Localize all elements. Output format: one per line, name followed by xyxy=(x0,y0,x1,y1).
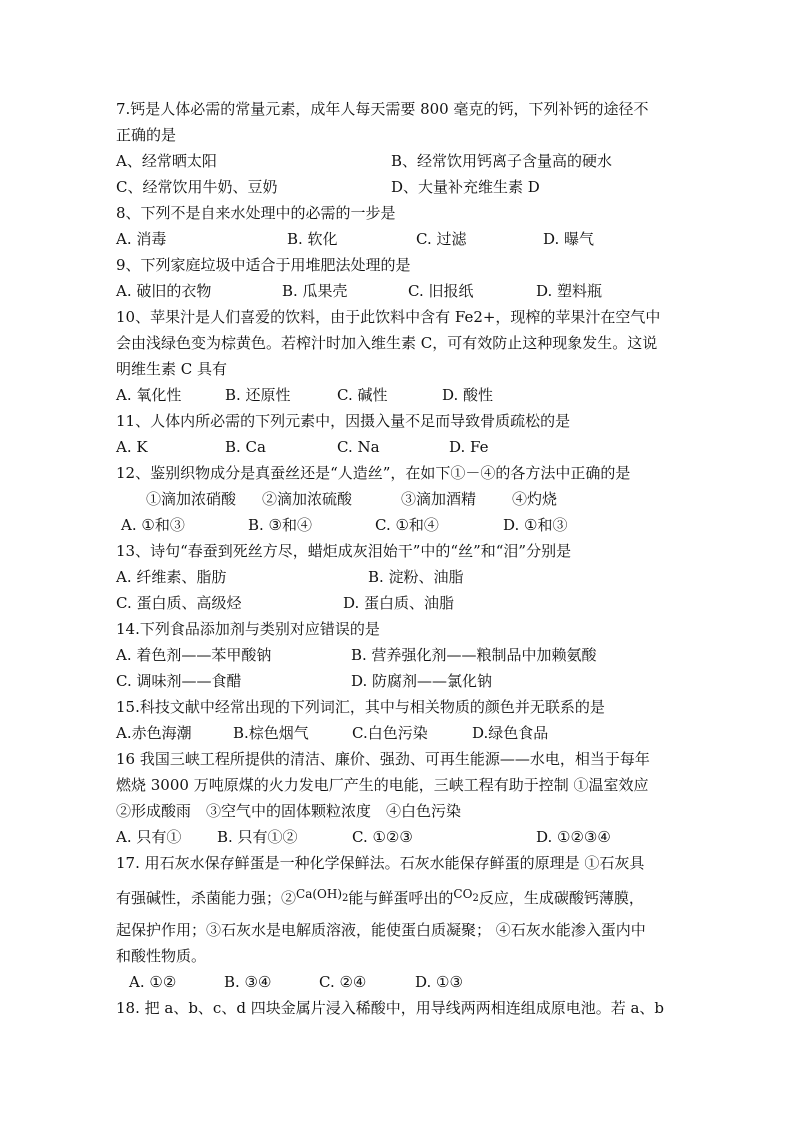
q9-option-a: A. 破旧的衣物 xyxy=(116,282,212,300)
q15-stem: 15.科技文献中经常出现的下列词汇，其中与相关物质的颜色并无联系的是 xyxy=(116,698,605,716)
q16-stem-line3: ②形成酸雨 ③空气中的固体颗粒浓度 ④白色污染 xyxy=(116,802,462,820)
q8-option-c: C. 过滤 xyxy=(416,230,467,248)
q10-option-c: C. 碱性 xyxy=(337,386,388,404)
q8-option-b: B. 软化 xyxy=(287,230,338,248)
q11-stem: 11、人体内所必需的下列元素中，因摄入量不足而导致骨质疏松的是 xyxy=(116,412,571,430)
q7-stem-line1: 7.钙是人体必需的常量元素，成年人每天需要 800 毫克的钙，下列补钙的途径不 xyxy=(116,100,649,118)
q8-stem: 8、下列不是自来水处理中的必需的一步是 xyxy=(116,204,396,222)
q17-formula-caoh2: Ca(OH)2 xyxy=(296,887,349,904)
q13-option-a: A. 纤维素、脂肪 xyxy=(116,568,227,586)
q13-option-d: D. 蛋白质、油脂 xyxy=(343,594,455,612)
q10-option-d: D. 酸性 xyxy=(442,386,494,404)
q11-option-d: D. Fe xyxy=(449,438,489,456)
q14-option-b: B. 营养强化剂——粮制品中加赖氨酸 xyxy=(351,646,597,664)
q16-stem-line1: 16 我国三峡工程所提供的清洁、廉价、强劲、可再生能源——水电，相当于每年 xyxy=(116,750,650,768)
q14-option-d: D. 防腐剂——氯化钠 xyxy=(351,672,493,690)
q15-option-c: C.白色污染 xyxy=(352,724,428,742)
q18-stem-line1: 18. 把 a、b、c、d 四块金属片浸入稀酸中，用导线两两相连组成原电池。若 a、b xyxy=(116,999,665,1017)
q17-option-d: D. ①③ xyxy=(415,973,463,991)
q17-text-mid: 能与鲜蛋呼出的 xyxy=(348,889,454,907)
q8-option-a: A. 消毒 xyxy=(116,230,167,248)
q7-option-d: D、大量补充维生素 D xyxy=(391,178,540,196)
q8-option-d: D. 曝气 xyxy=(543,230,595,248)
q17-option-a: A. ①② xyxy=(129,973,177,991)
q15-option-b: B.棕色烟气 xyxy=(233,724,309,742)
q13-option-b: B. 淀粉、油脂 xyxy=(368,568,464,586)
q14-stem: 14.下列食品添加剂与类别对应错误的是 xyxy=(116,620,380,638)
q17-formula-co2: CO2 xyxy=(453,887,479,904)
q11-option-a: A. K xyxy=(116,438,148,456)
q9-option-d: D. 塑料瓶 xyxy=(536,282,603,300)
q11-option-b: B. Ca xyxy=(225,438,266,456)
q7-option-c: C、经常饮用牛奶、豆奶 xyxy=(116,178,278,196)
q7-stem-line2: 正确的是 xyxy=(116,126,177,144)
q9-stem: 9、下列家庭垃圾中适合于用堆肥法处理的是 xyxy=(116,256,411,274)
q9-option-c: C. 旧报纸 xyxy=(408,282,474,300)
q17-stem-line2 xyxy=(116,884,644,909)
q16-stem-line2: 燃烧 3000 万吨原煤的火力发电厂产生的电能，三峡工程有助于控制 ①温室效应 xyxy=(116,776,649,794)
q9-option-b: B. 瓜果壳 xyxy=(282,282,348,300)
q12-method-1: ①滴加浓硝酸 xyxy=(146,490,237,508)
q16-option-c: C. ①②③ xyxy=(352,828,413,846)
q7-option-b: B、经常饮用钙离子含量高的硬水 xyxy=(391,152,613,170)
q13-stem: 13、诗句“春蚕到死丝方尽，蜡炬成灰泪始干”中的“丝”和“泪”分别是 xyxy=(116,542,572,560)
q10-option-a: A. 氧化性 xyxy=(116,386,182,404)
q12-stem: 12、鉴别织物成分是真蚕丝还是“人造丝”，在如下①－④的各方法中正确的是 xyxy=(116,464,631,482)
q15-option-d: D.绿色食品 xyxy=(472,724,549,742)
q12-option-d: D. ①和③ xyxy=(503,516,568,534)
q16-option-d: D. ①②③④ xyxy=(536,828,611,846)
q17-option-c: C. ②④ xyxy=(319,973,367,991)
q12-option-b: B. ③和④ xyxy=(248,516,313,534)
q12-method-2: ②滴加浓硫酸 xyxy=(262,490,353,508)
q10-stem-line2: 会由浅绿色变为棕黄色。若榨汁时加入维生素 C，可有效防止这种现象发生。这说 xyxy=(116,334,658,352)
q17-text-post: 反应，生成碳酸钙薄膜， xyxy=(478,889,644,907)
q16-option-b: B. 只有①② xyxy=(217,828,298,846)
q12-option-c: C. ①和④ xyxy=(375,516,439,534)
q10-option-b: B. 还原性 xyxy=(225,386,291,404)
q10-stem-line3: 明维生素 C 具有 xyxy=(116,360,228,378)
q7-option-a: A、经常晒太阳 xyxy=(116,152,217,170)
q17-stem-line1: 17. 用石灰水保存鲜蛋是一种化学保鲜法。石灰水能保存鲜蛋的原理是 ①石灰具 xyxy=(116,854,645,872)
q15-option-a: A.赤色海潮 xyxy=(116,724,192,742)
q14-option-a: A. 着色剂——苯甲酸钠 xyxy=(116,646,272,664)
q17-stem-line3: 起保护作用；③石灰水是电解质溶液，能使蛋白质凝聚； ④石灰水能渗入蛋内中 xyxy=(116,921,646,939)
q16-option-a: A. 只有① xyxy=(116,828,182,846)
q14-option-c: C. 调味剂——食醋 xyxy=(116,672,242,690)
q10-stem-line1: 10、苹果汁是人们喜爱的饮料，由于此饮料中含有 Fe2+，现榨的苹果汁在空气中 xyxy=(116,308,661,326)
q12-option-a: A. ①和③ xyxy=(121,516,185,534)
q17-option-b: B. ③④ xyxy=(224,973,272,991)
q13-option-c: C. 蛋白质、高级烃 xyxy=(116,594,242,612)
q12-method-3: ③滴加酒精 xyxy=(401,490,477,508)
q17-stem-line4: 和酸性物质。 xyxy=(116,947,207,965)
q12-method-4: ④灼烧 xyxy=(512,490,558,508)
q11-option-c: C. Na xyxy=(337,438,380,456)
q17-text-pre: 有强碱性，杀菌能力强；② xyxy=(116,889,297,907)
